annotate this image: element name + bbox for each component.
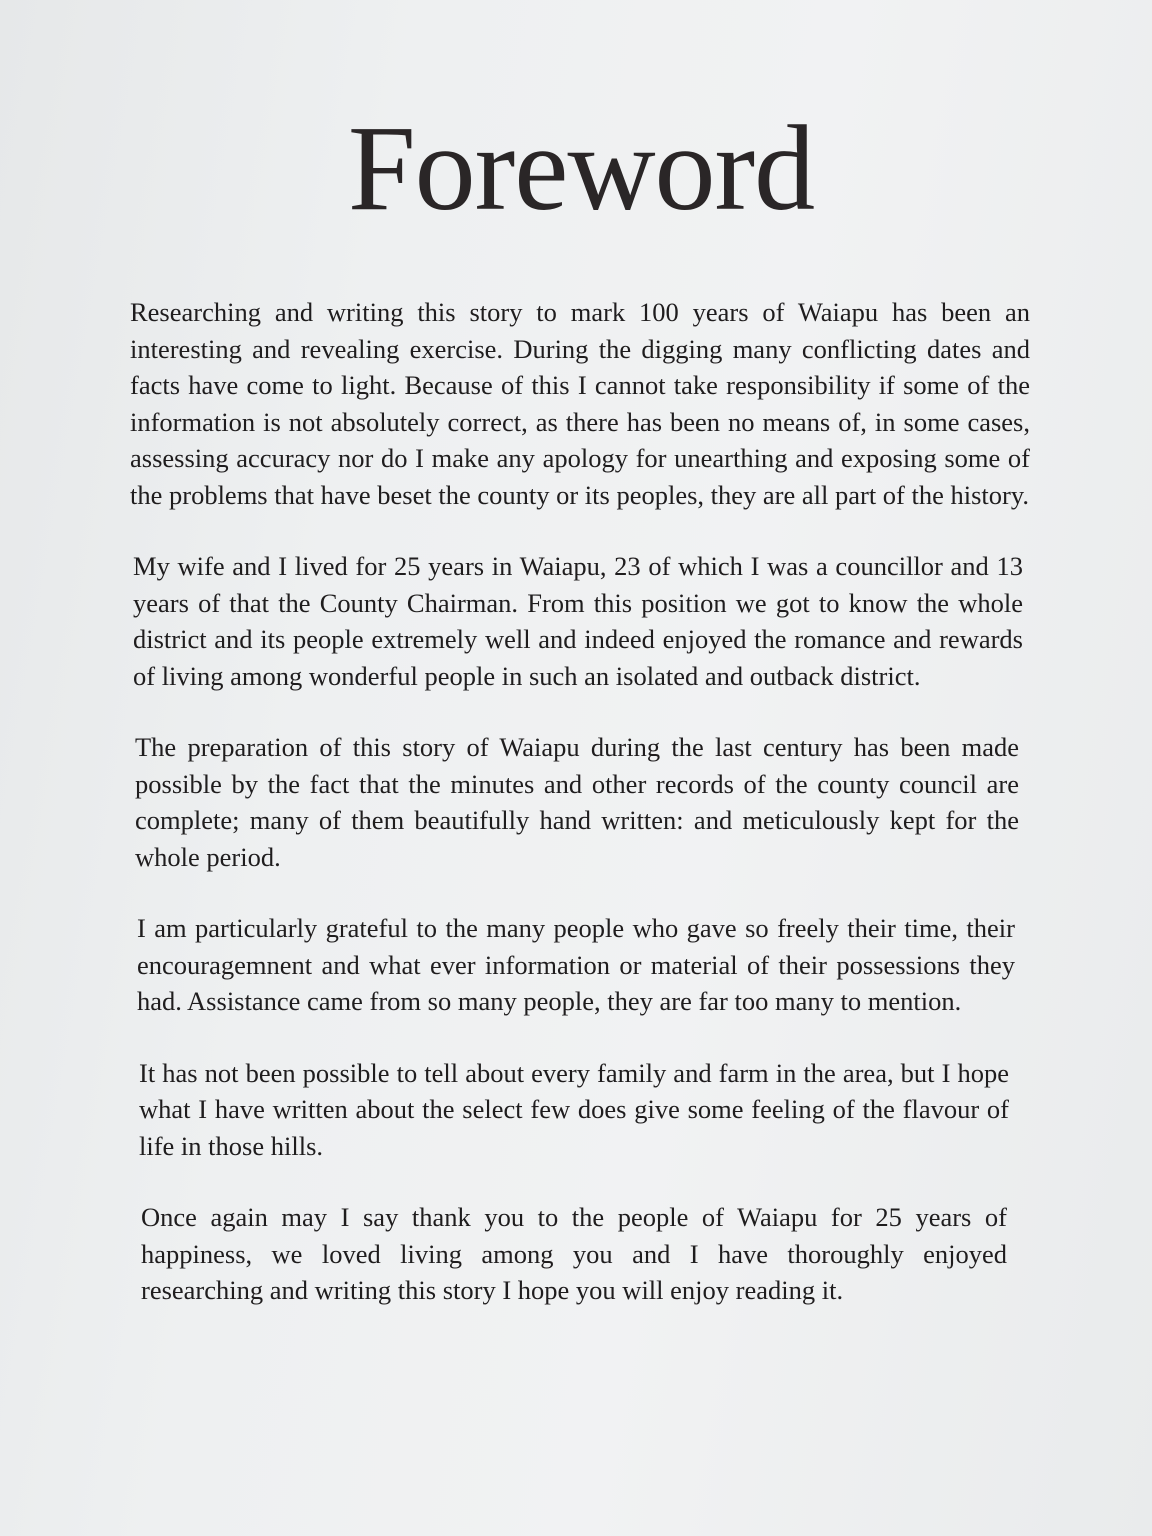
- paragraph: It has not been possible to tell about every family and farm in the area, but I hope what I have written about the select few does give some feeling of the flavour of life in those hills.: [139, 1057, 1009, 1161]
- paragraph: I am particularly grateful to the many people who gave so freely their time, their encouragemnent and what ever information or material of their possessions they had. Assistance came from so many people, they are far too many to mention.: [137, 913, 1015, 1016]
- foreword-body: [130, 294, 1030, 1344]
- page-title: Foreword: [347, 101, 815, 236]
- paragraph: Researching and writing this story to mark 100 years of Waiapu has been an interesting and revealing exercise. During the digging many conflicting dates and facts have come to light. Because of this I cannot take responsibility if some of the information is not absolutely correct, as there has been no means of, in some cases, assessing accuracy nor do I make any apology for unearthing and exposing some of the problems that have beset the county or its peoples, they are all part of the history.: [130, 297, 1030, 510]
- paragraph: The preparation of this story of Waiapu during the last century has been made possible by the fact that the minutes and other records of the county council are complete; many of them beautifully hand written: and meticulously kept for the whole period.: [135, 732, 1019, 872]
- paragraph: Once again may I say thank you to the people of Waiapu for 25 years of happiness, we loved living among you and I have thoroughly enjoyed researching and writing this story I hope you will enjoy reading it.: [141, 1202, 1007, 1305]
- paragraph: My wife and I lived for 25 years in Waiapu, 23 of which I was a councillor and 13 years of that the County Chairman. From this position we got to know the whole district and its people extremely well and indeed enjoyed the romance and rewards of living among wonderful people in such an isolated and outback district.: [133, 551, 1023, 691]
